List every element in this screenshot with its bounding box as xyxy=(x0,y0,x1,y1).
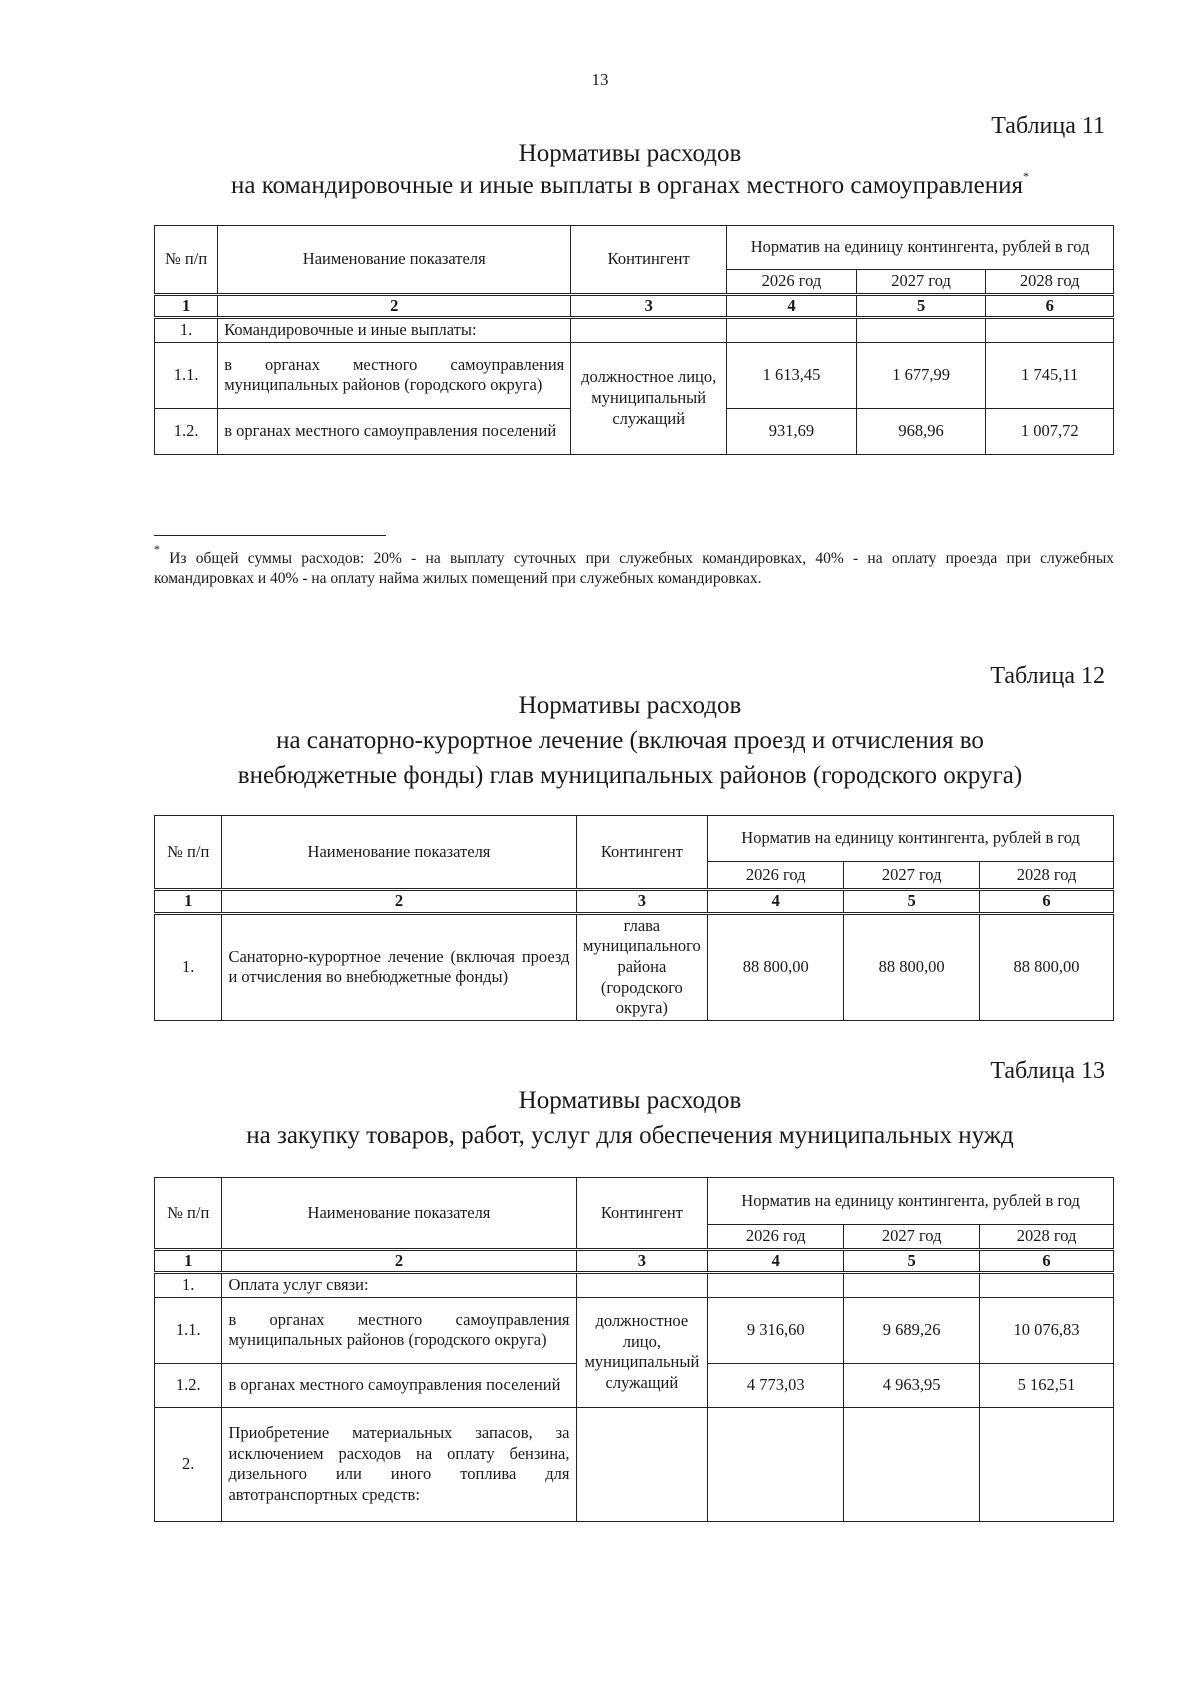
row-value-2028: 88 800,00 xyxy=(980,913,1114,1020)
header-year-2027: 2027 год xyxy=(844,1225,980,1250)
row-num: 1.2. xyxy=(155,408,218,454)
row-num: 1.1. xyxy=(155,1297,222,1363)
col-number: 3 xyxy=(576,1249,708,1273)
row-value-2026: 88 800,00 xyxy=(708,913,844,1020)
footnote-text: Из общей суммы расходов: 20% - на выплату суточных при служебных командировках, 40% - на оплату проезда при служебных командировках и 40% - на оплату найма жилых помещений при служебных командировках. xyxy=(154,550,1114,588)
row-num: 1.2. xyxy=(155,1363,222,1407)
row-value-2028: 1 745,11 xyxy=(986,342,1114,408)
header-year-2028: 2028 год xyxy=(980,1225,1114,1250)
col-number: 4 xyxy=(708,1249,844,1273)
row-value-2026: 1 613,45 xyxy=(727,342,857,408)
col-number: 5 xyxy=(844,1249,980,1273)
header-year-2028: 2028 год xyxy=(980,862,1114,890)
row-value-2028: 1 007,72 xyxy=(986,408,1114,454)
header-year-2026: 2026 год xyxy=(727,270,857,295)
col-number: 4 xyxy=(727,294,857,318)
row-name: в органах местного самоуправления муниципальных районов (городского округа) xyxy=(222,1297,576,1363)
page-number: 13 xyxy=(591,70,609,89)
row-num: 2. xyxy=(155,1407,222,1521)
row-num: 1.1. xyxy=(155,342,218,408)
footnote-mark: * xyxy=(154,542,160,556)
footnote-divider xyxy=(154,535,386,536)
row-value-2026: 931,69 xyxy=(727,408,857,454)
row-value-2027: 1 677,99 xyxy=(856,342,986,408)
row-name: Командировочные и иные выплаты: xyxy=(218,318,571,343)
table-13-title-line-1: Нормативы расходов xyxy=(518,1087,742,1114)
header-year-2026: 2026 год xyxy=(708,862,844,890)
table-13 xyxy=(154,1177,1114,1522)
col-number: 5 xyxy=(844,890,980,914)
row-name: Приобретение материальных запасов, за исключением расходов на оплату бензина, дизельного или иного топлива для автотранспортных средств: xyxy=(222,1407,576,1521)
header-contingent: Контингент xyxy=(576,1178,708,1250)
row-value-2026: 4 773,03 xyxy=(708,1363,844,1407)
table-row xyxy=(155,913,1114,1020)
col-number: 1 xyxy=(155,1249,222,1273)
col-number: 6 xyxy=(980,890,1114,914)
col-number: 2 xyxy=(222,1249,576,1273)
table-11-title-line-1: Нормативы расходов xyxy=(518,140,742,167)
row-name: в органах местного самоуправления муниципальных районов (городского округа) xyxy=(218,342,571,408)
table-13-title-line-2: на закупку товаров, работ, услуг для обеспечения муниципальных нужд xyxy=(246,1122,1014,1149)
col-number: 6 xyxy=(980,1249,1114,1273)
header-num: № п/п xyxy=(155,226,218,295)
col-number: 5 xyxy=(856,294,986,318)
header-name: Наименование показателя xyxy=(222,1178,576,1250)
row-contingent: глава муниципального района (городского округа) xyxy=(576,913,708,1020)
table-13-label: Таблица 13 xyxy=(990,1058,1105,1084)
header-num: № п/п xyxy=(155,1178,222,1250)
col-number: 2 xyxy=(218,294,571,318)
col-number: 1 xyxy=(155,890,222,914)
col-number: 6 xyxy=(986,294,1114,318)
header-name: Наименование показателя xyxy=(218,226,571,295)
header-year-2026: 2026 год xyxy=(708,1225,844,1250)
row-value-2027: 88 800,00 xyxy=(844,913,980,1020)
row-name: в органах местного самоуправления поселений xyxy=(222,1363,576,1407)
header-contingent: Контингент xyxy=(576,816,708,890)
header-year-2028: 2028 год xyxy=(986,270,1114,295)
col-number: 2 xyxy=(222,890,576,914)
header-norm: Норматив на единицу контингента, рублей в год xyxy=(708,1178,1114,1225)
footnote xyxy=(154,542,1114,589)
row-num: 1. xyxy=(155,318,218,343)
table-row xyxy=(155,1407,1114,1521)
table-row xyxy=(155,1273,1114,1298)
header-contingent: Контингент xyxy=(571,226,727,295)
row-name: Оплата услуг связи: xyxy=(222,1273,576,1298)
row-name: Санаторно-курортное лечение (включая проезд и отчисления во внебюджетные фонды) xyxy=(222,913,576,1020)
row-name: в органах местного самоуправления поселений xyxy=(218,408,571,454)
row-value-2027: 4 963,95 xyxy=(844,1363,980,1407)
table-11 xyxy=(154,225,1114,455)
footnote-reference-mark: * xyxy=(1022,168,1029,183)
header-year-2027: 2027 год xyxy=(856,270,986,295)
table-row xyxy=(155,1297,1114,1363)
row-num: 1. xyxy=(155,1273,222,1298)
table-12 xyxy=(154,815,1114,1021)
table-11-label: Таблица 11 xyxy=(991,113,1105,139)
header-num: № п/п xyxy=(155,816,222,890)
col-number: 3 xyxy=(571,294,727,318)
row-value-2028: 5 162,51 xyxy=(980,1363,1114,1407)
row-contingent: должностное лицо, муниципальный служащий xyxy=(571,342,727,454)
col-number: 4 xyxy=(708,890,844,914)
col-number: 3 xyxy=(576,890,708,914)
table-12-title-line-3: внебюджетные фонды) глав муниципальных районов (городского округа) xyxy=(237,762,1023,789)
row-value-2026: 9 316,60 xyxy=(708,1297,844,1363)
table-row xyxy=(155,318,1114,343)
header-year-2027: 2027 год xyxy=(844,862,980,890)
header-norm: Норматив на единицу контингента, рублей в год xyxy=(708,816,1114,862)
row-value-2027: 968,96 xyxy=(856,408,986,454)
table-11-title-line-2 xyxy=(150,168,1110,200)
table-12-label: Таблица 12 xyxy=(990,663,1105,689)
row-num: 1. xyxy=(155,913,222,1020)
row-value-2027: 9 689,26 xyxy=(844,1297,980,1363)
row-value-2028: 10 076,83 xyxy=(980,1297,1114,1363)
row-contingent: должностное лицо, муниципальный служащий xyxy=(576,1297,708,1407)
table-12-title-line-1: Нормативы расходов xyxy=(518,692,742,719)
table-11-title-text: на командировочные и иные выплаты в органах местного самоуправления xyxy=(231,172,1023,199)
header-norm: Норматив на единицу контингента, рублей в год xyxy=(727,226,1114,270)
table-12-title-line-2: на санаторно-курортное лечение (включая проезд и отчисления во xyxy=(276,727,984,754)
table-row xyxy=(155,342,1114,408)
header-name: Наименование показателя xyxy=(222,816,576,890)
col-number: 1 xyxy=(155,294,218,318)
